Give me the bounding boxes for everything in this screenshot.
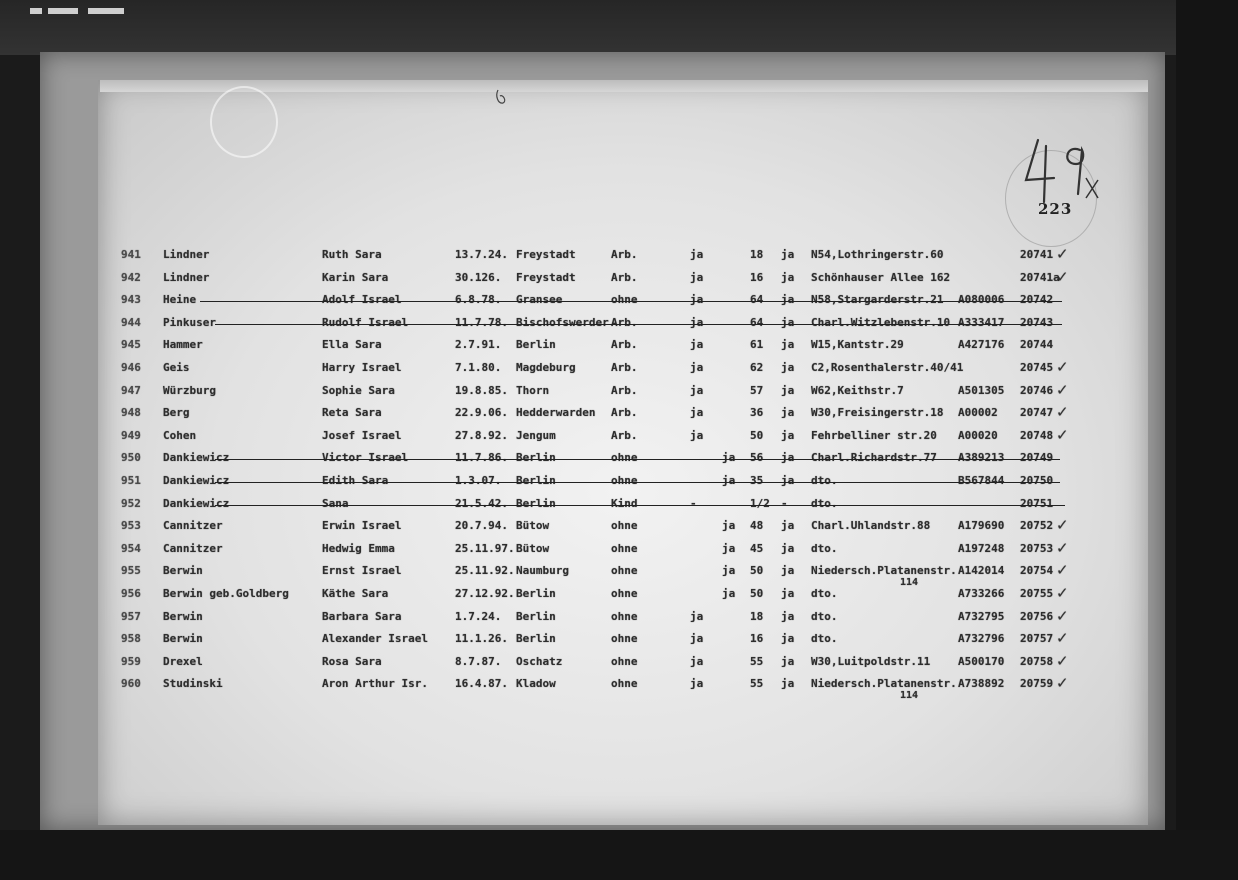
age: 18 — [750, 609, 764, 623]
surname: Dankiewicz — [163, 451, 230, 465]
given-names: Rosa Sara — [322, 654, 382, 668]
occupation: ohne — [611, 541, 638, 555]
surname: Berwin — [163, 632, 203, 646]
row-number: 943 — [121, 293, 141, 307]
address: Fehrbelliner str.20 — [811, 428, 937, 442]
birth-date: 25.11.92. — [455, 564, 515, 578]
row-number: 958 — [121, 632, 141, 646]
birth-place: Bütow — [516, 541, 550, 555]
row-number: 951 — [121, 474, 141, 487]
transport-number: 20750 — [1020, 474, 1054, 487]
occupation: Arb. — [611, 338, 638, 352]
identity-card-number: A00002 — [958, 406, 998, 420]
check-mark: ✓ — [1056, 425, 1069, 444]
check-mark: ✓ — [1056, 561, 1069, 580]
flag-column-2: ja — [781, 519, 795, 533]
surname: Cannitzer — [163, 541, 223, 555]
address: Charl.Richardstr.77 — [811, 451, 937, 465]
row-number: 947 — [121, 383, 141, 397]
birth-date: 22.9.06. — [455, 406, 508, 420]
flag-column-2: ja — [781, 315, 795, 329]
birth-place: Berlin — [516, 451, 556, 465]
given-names: Rudolf Israel — [322, 315, 409, 329]
occupation: ohne — [611, 632, 638, 646]
address: C2,Rosenthalerstr.40/41 — [811, 361, 964, 374]
identity-card-number: A427176 — [958, 338, 1005, 352]
given-names: Victor Israel — [322, 451, 409, 465]
check-mark: ✓ — [1056, 674, 1069, 693]
given-names: Barbara Sara — [322, 609, 402, 623]
film-border-bottom — [0, 830, 1238, 880]
flag-column-1: ja — [690, 406, 704, 420]
table-row — [0, 380, 1238, 404]
birth-place: Berlin — [516, 587, 556, 600]
occupation: ohne — [611, 609, 638, 623]
transport-number: 20748 — [1020, 428, 1054, 442]
birth-place: Kladow — [516, 677, 556, 691]
transport-number: 20751 — [1020, 496, 1054, 510]
scanner-header-strip — [0, 0, 1238, 55]
row-number: 941 — [121, 248, 141, 261]
occupation: Arb. — [611, 315, 638, 329]
identity-card-number: B567844 — [958, 474, 1005, 487]
age: 50 — [750, 587, 764, 600]
flag-column-2: ja — [781, 609, 795, 623]
check-mark: ✓ — [1056, 403, 1069, 422]
flag-column-1: ja — [722, 474, 736, 487]
table-row — [0, 358, 1238, 381]
flag-column-1: ja — [690, 383, 704, 397]
row-number: 946 — [121, 361, 141, 374]
flag-column-1: ja — [690, 609, 704, 623]
birth-place: Hedderwarden — [516, 406, 596, 420]
age: 18 — [750, 248, 764, 261]
birth-place: Freystadt — [516, 248, 576, 261]
check-mark: ✓ — [1056, 380, 1069, 399]
identity-card-number: A00020 — [958, 428, 998, 442]
address: dto. — [811, 587, 838, 600]
birth-date: 1.3.07. — [455, 474, 502, 487]
flag-column-2: ja — [781, 654, 795, 668]
address: W30,Luitpoldstr.11 — [811, 654, 931, 668]
address: dto. — [811, 474, 838, 487]
flag-column-1: ja — [722, 587, 736, 600]
handwritten-folio-number — [1020, 132, 1105, 207]
address: Charl.Uhlandstr.88 — [811, 519, 931, 533]
flag-column-2: ja — [781, 428, 795, 442]
flag-column-1: ja — [722, 541, 736, 555]
given-names: Ruth Sara — [322, 248, 382, 261]
birth-place: Bischofswerder — [516, 315, 609, 329]
check-mark: ✓ — [1056, 245, 1069, 263]
identity-card-number: A500170 — [958, 654, 1005, 668]
surname: Würzburg — [163, 383, 216, 397]
address: Niedersch.Platanenstr. — [811, 677, 957, 691]
occupation: ohne — [611, 564, 638, 578]
given-names: Edith Sara — [322, 474, 389, 487]
surname: Cannitzer — [163, 519, 223, 533]
occupation: ohne — [611, 587, 638, 600]
transport-number: 20756 — [1020, 609, 1054, 623]
birth-date: 21.5.42. — [455, 496, 508, 510]
age: 16 — [750, 632, 764, 646]
row-number: 944 — [121, 315, 141, 329]
row-number: 954 — [121, 541, 141, 555]
page-number: 223 — [1038, 200, 1073, 218]
occupation: Arb. — [611, 270, 638, 284]
row-number: 953 — [121, 519, 141, 533]
flag-column-2: ja — [781, 361, 795, 374]
given-names: Sophie Sara — [322, 383, 395, 397]
age: 55 — [750, 677, 764, 691]
address: N54,Lothringerstr.60 — [811, 248, 944, 261]
transport-number: 20741a — [1020, 270, 1060, 284]
table-row — [0, 293, 1238, 313]
strike-through-line — [215, 482, 1060, 483]
given-names: Käthe Sara — [322, 587, 389, 600]
occupation: Arb. — [611, 428, 638, 442]
age: 55 — [750, 654, 764, 668]
identity-card-number: A179690 — [958, 519, 1005, 533]
occupation: ohne — [611, 451, 638, 465]
given-names: Aron Arthur Isr. — [322, 677, 428, 691]
transport-number: 20744 — [1020, 338, 1054, 352]
surname: Geis — [163, 361, 190, 374]
birth-date: 1.7.24. — [455, 609, 502, 623]
surname: Cohen — [163, 428, 197, 442]
birth-place: Berlin — [516, 632, 556, 646]
occupation: Arb. — [611, 383, 638, 397]
flag-column-2: ja — [781, 383, 795, 397]
age: 61 — [750, 338, 764, 352]
table-row — [0, 606, 1238, 630]
age: 1/2 — [750, 496, 770, 510]
birth-place: Magdeburg — [516, 361, 576, 374]
table-row — [0, 338, 1238, 358]
flag-column-1: ja — [690, 654, 704, 668]
surname: Studinski — [163, 677, 223, 691]
check-mark: ✓ — [1056, 538, 1069, 557]
flag-column-1: - — [690, 496, 697, 510]
birth-place: Berlin — [516, 474, 556, 487]
birth-date: 19.8.85. — [455, 383, 508, 397]
age: 35 — [750, 474, 764, 487]
given-names: Josef Israel — [322, 428, 402, 442]
table-row — [0, 538, 1238, 562]
occupation: Arb. — [611, 248, 638, 261]
check-mark: ✓ — [1056, 651, 1069, 670]
identity-card-number: A738892 — [958, 677, 1005, 691]
birth-place: Bütow — [516, 519, 550, 533]
surname: Hammer — [163, 338, 203, 352]
table-row — [0, 651, 1238, 675]
transport-number: 20742 — [1020, 293, 1054, 307]
transport-number: 20741 — [1020, 248, 1054, 261]
flag-column-1: ja — [690, 248, 704, 261]
given-names: Sana — [322, 496, 349, 510]
table-row — [0, 674, 1238, 702]
row-number: 952 — [121, 496, 141, 510]
occupation: ohne — [611, 654, 638, 668]
birth-place: Oschatz — [516, 654, 563, 668]
check-mark: ✓ — [1056, 584, 1069, 602]
surname: Berwin — [163, 564, 203, 578]
given-names: Karin Sara — [322, 270, 389, 284]
table-row — [0, 516, 1238, 539]
address-continuation: 114 — [900, 577, 919, 589]
pencil-mark — [494, 88, 508, 106]
table-row — [0, 403, 1238, 426]
strike-through-line — [215, 324, 1062, 325]
check-mark: ✓ — [1056, 358, 1069, 376]
identity-card-number: A389213 — [958, 451, 1005, 465]
surname: Pinkuser — [163, 315, 216, 329]
table-row — [0, 267, 1238, 291]
birth-place: Jengum — [516, 428, 556, 442]
table-row — [0, 451, 1238, 471]
birth-date: 6.8.78. — [455, 293, 502, 307]
flag-column-1: ja — [690, 270, 704, 284]
age: 36 — [750, 406, 764, 420]
birth-date: 30.126. — [455, 270, 502, 284]
flag-column-2: ja — [781, 338, 795, 352]
birth-date: 25.11.97. — [455, 541, 515, 555]
flag-column-1: ja — [690, 315, 704, 329]
flag-column-2: ja — [781, 248, 795, 261]
check-mark: ✓ — [1056, 629, 1069, 648]
transport-number: 20755 — [1020, 587, 1054, 600]
address: Niedersch.Platanenstr. — [811, 564, 957, 578]
table-row — [0, 474, 1238, 494]
identity-card-number: A080006 — [958, 293, 1005, 307]
occupation: ohne — [611, 677, 638, 691]
given-names: Alexander Israel — [322, 632, 428, 646]
row-number: 949 — [121, 428, 141, 442]
occupation: Kind — [611, 496, 638, 510]
table-row — [0, 561, 1238, 589]
strike-through-line — [215, 505, 1065, 506]
check-mark: ✓ — [1056, 606, 1069, 625]
table-row — [0, 245, 1238, 268]
age: 56 — [750, 451, 764, 465]
age: 45 — [750, 541, 764, 555]
flag-column-2: ja — [781, 474, 795, 487]
identity-card-number: A197248 — [958, 541, 1005, 555]
flag-column-2: ja — [781, 677, 795, 691]
age: 50 — [750, 564, 764, 578]
surname: Berg — [163, 406, 190, 420]
given-names: Erwin Israel — [322, 519, 402, 533]
transport-number: 20758 — [1020, 654, 1054, 668]
occupation: Arb. — [611, 406, 638, 420]
birth-place: Berlin — [516, 496, 556, 510]
given-names: Hedwig Emma — [322, 541, 395, 555]
surname: Heine — [163, 293, 197, 307]
occupation: ohne — [611, 474, 638, 487]
surname: Drexel — [163, 654, 203, 668]
surname: Dankiewicz — [163, 474, 230, 487]
address-continuation: 114 — [900, 690, 919, 702]
identity-card-number: A732796 — [958, 632, 1005, 646]
flag-column-1: ja — [690, 632, 704, 646]
table-row — [0, 584, 1238, 607]
table-row — [0, 629, 1238, 652]
identity-card-number: A501305 — [958, 383, 1005, 397]
birth-date: 8.7.87. — [455, 654, 502, 668]
birth-place: Naumburg — [516, 564, 569, 578]
flag-column-2: ja — [781, 406, 795, 420]
address: W15,Kantstr.29 — [811, 338, 904, 352]
birth-date: 16.4.87. — [455, 677, 508, 691]
address: W62,Keithstr.7 — [811, 383, 904, 397]
identity-card-number: A333417 — [958, 315, 1005, 329]
occupation: Arb. — [611, 361, 638, 374]
address: dto. — [811, 632, 838, 646]
flag-column-2: ja — [781, 293, 795, 307]
transport-number: 20747 — [1020, 406, 1054, 420]
flag-column-1: ja — [690, 677, 704, 691]
address: dto. — [811, 541, 838, 555]
address: N58,Stargarderstr.21 — [811, 293, 944, 307]
given-names: Ella Sara — [322, 338, 382, 352]
age: 48 — [750, 519, 764, 533]
row-number: 960 — [121, 677, 141, 691]
row-number: 956 — [121, 587, 141, 600]
surname: Lindner — [163, 270, 210, 284]
strike-through-line — [200, 301, 1062, 302]
flag-column-2: ja — [781, 587, 795, 600]
flag-column-1: ja — [722, 519, 736, 533]
address: dto. — [811, 496, 838, 510]
flag-column-2: ja — [781, 632, 795, 646]
birth-date: 27.8.92. — [455, 428, 508, 442]
transport-number: 20757 — [1020, 632, 1054, 646]
age: 62 — [750, 361, 764, 374]
surname: Dankiewicz — [163, 496, 230, 510]
birth-date: 11.1.26. — [455, 632, 508, 646]
address: Schönhauser Allee 162 — [811, 270, 951, 284]
table-row — [0, 425, 1238, 449]
flag-column-2: ja — [781, 270, 795, 284]
flag-column-2: ja — [781, 541, 795, 555]
table-row — [0, 316, 1238, 336]
age: 64 — [750, 293, 764, 307]
flag-column-1: ja — [690, 361, 704, 374]
flag-column-1: ja — [690, 428, 704, 442]
check-mark: ✓ — [1056, 516, 1069, 535]
transport-number: 20743 — [1020, 315, 1054, 329]
flag-column-2: ja — [781, 451, 795, 465]
row-number: 959 — [121, 654, 141, 668]
transport-number: 20759 — [1020, 677, 1054, 691]
given-names: Reta Sara — [322, 406, 382, 420]
transport-number: 20746 — [1020, 383, 1054, 397]
scanner-marks — [30, 8, 125, 16]
age: 50 — [750, 428, 764, 442]
age: 64 — [750, 315, 764, 329]
punch-hole — [210, 86, 278, 158]
transport-number: 20745 — [1020, 361, 1054, 374]
birth-place: Berlin — [516, 338, 556, 352]
identity-card-number: A142014 — [958, 564, 1005, 578]
surname: Berwin geb.Goldberg — [163, 587, 289, 600]
strike-through-line — [215, 459, 1060, 460]
row-number: 957 — [121, 609, 141, 623]
surname: Lindner — [163, 248, 210, 261]
birth-date: 11.7.86. — [455, 451, 508, 465]
birth-place: Berlin — [516, 609, 556, 623]
row-number: 955 — [121, 564, 141, 578]
flag-column-2: - — [781, 496, 788, 510]
row-number: 945 — [121, 338, 141, 352]
row-number: 950 — [121, 451, 141, 465]
check-mark: ✓ — [1056, 267, 1069, 286]
transport-number: 20754 — [1020, 564, 1054, 578]
birth-place: Gransee — [516, 293, 563, 307]
birth-date: 11.7.78. — [455, 315, 508, 329]
birth-date: 13.7.24. — [455, 248, 508, 261]
birth-date: 2.7.91. — [455, 338, 502, 352]
age: 16 — [750, 270, 764, 284]
birth-place: Freystadt — [516, 270, 576, 284]
flag-column-1: ja — [722, 564, 736, 578]
transport-number: 20749 — [1020, 451, 1054, 465]
birth-date: 27.12.92. — [455, 587, 515, 600]
flag-column-1: ja — [690, 338, 704, 352]
table-row — [0, 497, 1238, 517]
address: W30,Freisingerstr.18 — [811, 406, 944, 420]
flag-column-1: ja — [722, 451, 736, 465]
birth-place: Thorn — [516, 383, 550, 397]
birth-date: 7.1.80. — [455, 361, 502, 374]
occupation: ohne — [611, 519, 638, 533]
address: Charl.Witzlebenstr.10 — [811, 315, 951, 329]
identity-card-number: A732795 — [958, 609, 1005, 623]
given-names: Harry Israel — [322, 361, 402, 374]
transport-number: 20752 — [1020, 519, 1054, 533]
identity-card-number: A733266 — [958, 587, 1005, 600]
given-names: Ernst Israel — [322, 564, 402, 578]
transport-number: 20753 — [1020, 541, 1054, 555]
surname: Berwin — [163, 609, 203, 623]
row-number: 942 — [121, 270, 141, 284]
occupation: ohne — [611, 293, 638, 307]
flag-column-2: ja — [781, 564, 795, 578]
row-number: 948 — [121, 406, 141, 420]
address: dto. — [811, 609, 838, 623]
birth-date: 20.7.94. — [455, 519, 508, 533]
age: 57 — [750, 383, 764, 397]
given-names: Adolf Israel — [322, 293, 402, 307]
flag-column-1: ja — [690, 293, 704, 307]
